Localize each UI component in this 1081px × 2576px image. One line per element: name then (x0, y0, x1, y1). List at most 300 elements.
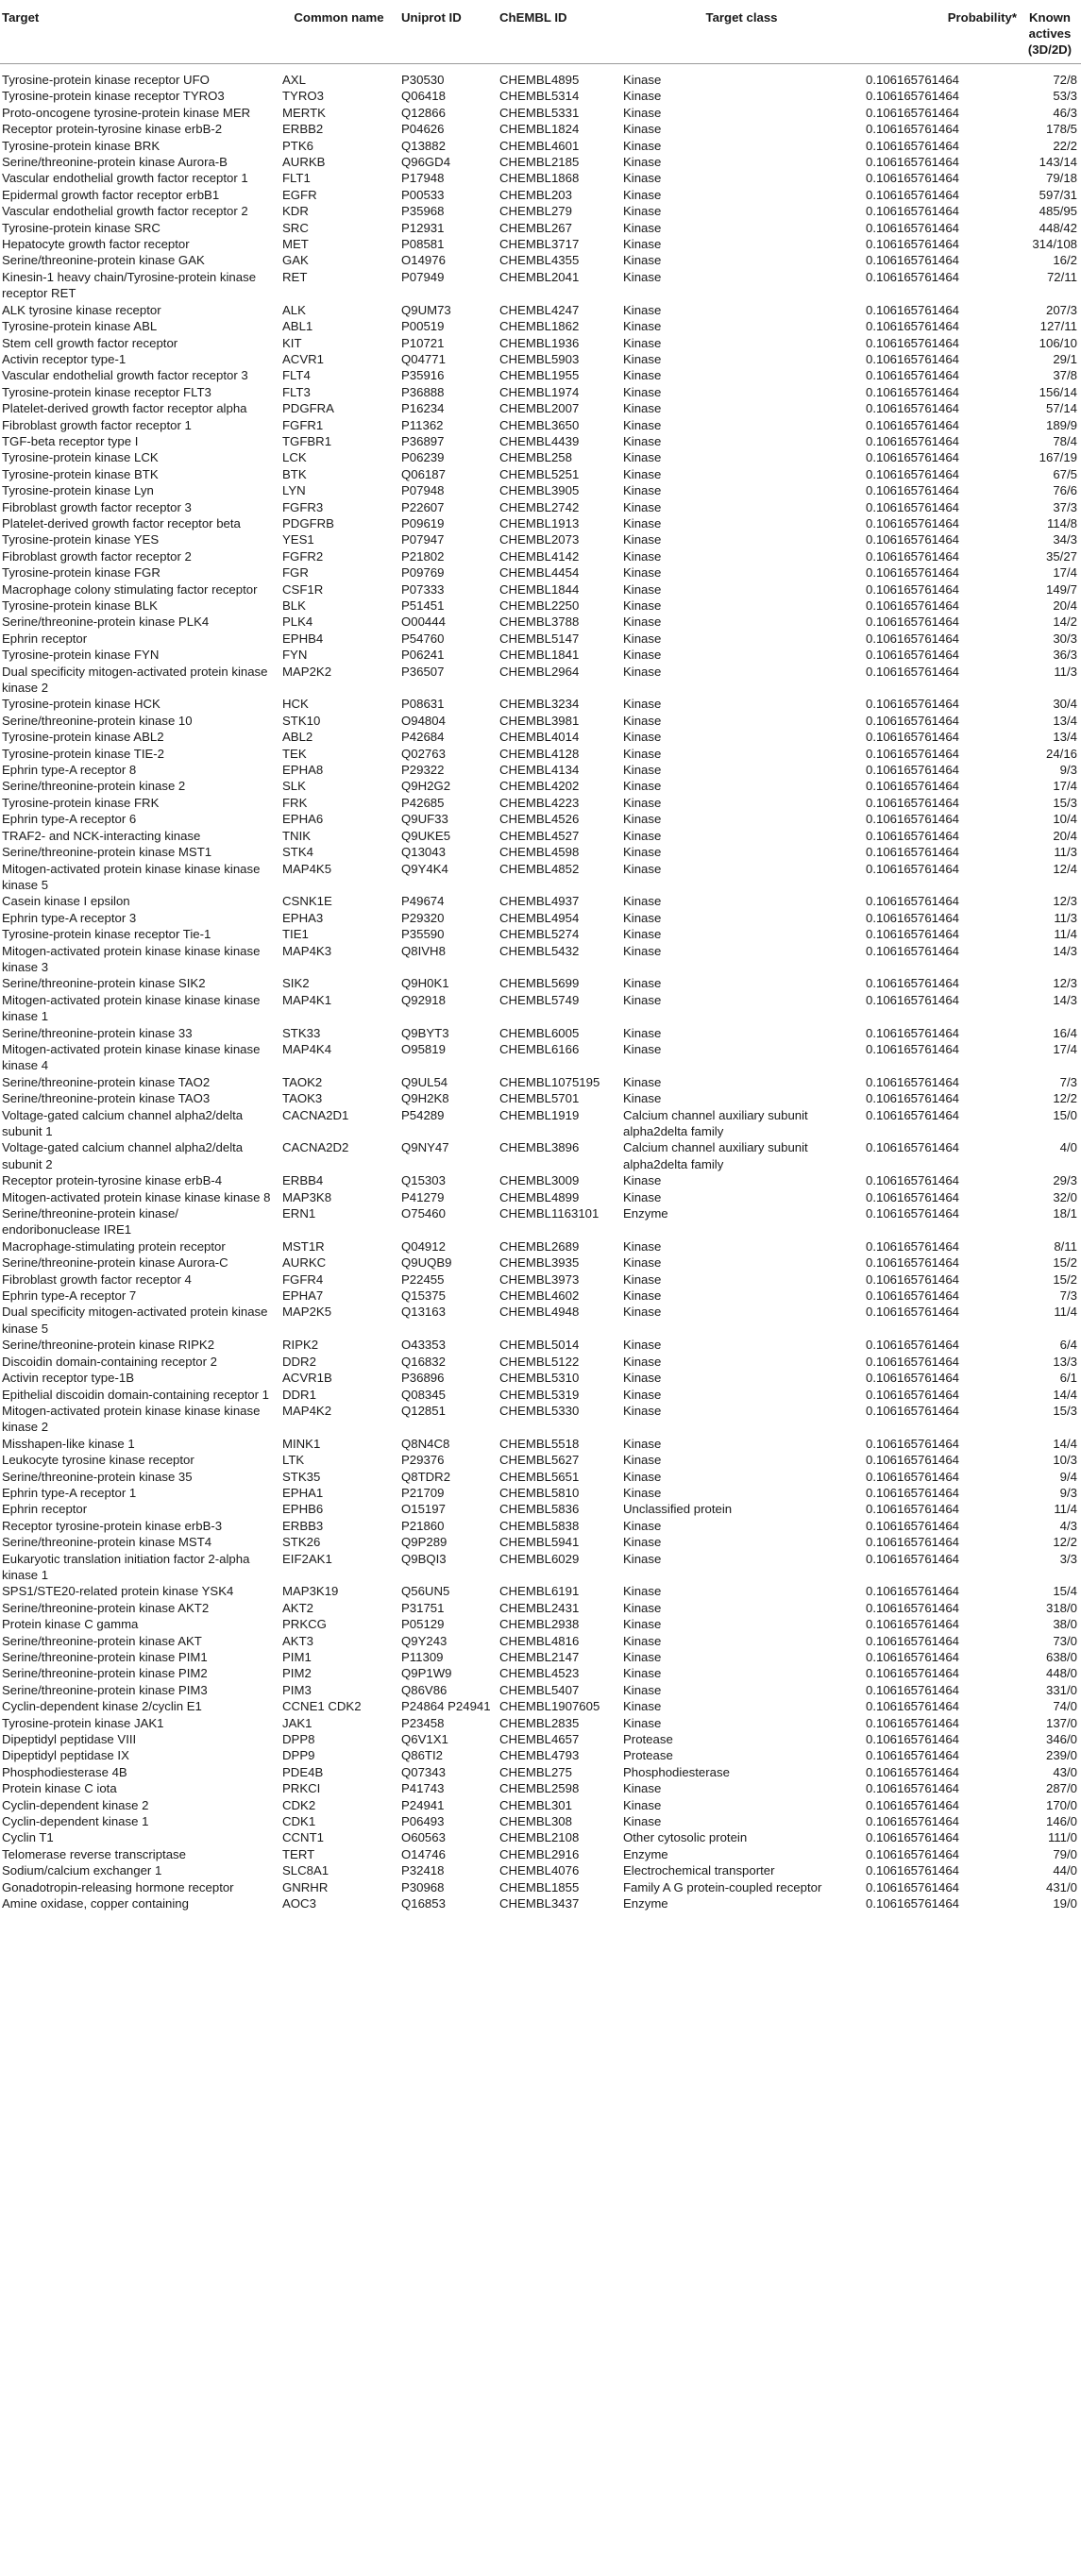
chembl-id-cell: CHEMBL5836 (499, 1502, 580, 1517)
probability-cell: 0.106165761464 (866, 237, 960, 252)
uniprot-id-cell: Q16853 (401, 1896, 446, 1911)
probability-cell: 0.106165761464 (866, 450, 960, 465)
chembl-id-cell: CHEMBL2964 (499, 664, 580, 679)
target-class-cell: Kinase (623, 1255, 662, 1271)
target-class-cell: Protease (623, 1732, 673, 1747)
table-row (0, 367, 1081, 383)
probability-cell: 0.106165761464 (866, 992, 960, 1007)
header-common-name: Common name (280, 0, 399, 64)
known-actives-cell: 72/8 (1053, 73, 1077, 87)
common-name-cell: ALK (282, 302, 306, 317)
target-class-cell: Kinase (623, 1436, 662, 1451)
uniprot-id-cell: Q92918 (401, 992, 446, 1007)
uniprot-id-cell: P06241 (401, 648, 445, 663)
table-row (0, 1485, 1081, 1501)
uniprot-id-cell: P29322 (401, 763, 445, 778)
table-row (0, 1846, 1081, 1862)
chembl-id-cell: CHEMBL1919 (499, 1107, 580, 1122)
probability-cell: 0.106165761464 (866, 1650, 960, 1664)
chembl-id-cell: CHEMBL4527 (499, 828, 580, 843)
table-row (0, 351, 1081, 367)
target-name-cell: Tyrosine-protein kinase receptor TYRO3 (2, 89, 225, 104)
table-row (0, 1633, 1081, 1649)
chembl-id-cell: CHEMBL5701 (499, 1091, 580, 1106)
target-name-cell: Tyrosine-protein kinase FGR (2, 565, 160, 581)
uniprot-id-cell: P21709 (401, 1485, 445, 1500)
chembl-id-cell: CHEMBL1955 (499, 368, 580, 383)
table-row (0, 318, 1081, 334)
uniprot-id-cell: P49674 (401, 894, 445, 909)
target-name-cell: Serine/threonine-protein kinase SIK2 (2, 976, 206, 991)
table-row (0, 762, 1081, 778)
uniprot-id-cell: Q06187 (401, 466, 446, 481)
table-row (0, 647, 1081, 663)
known-actives-cell: 12/3 (1053, 976, 1077, 991)
common-name-cell: EPHA6 (282, 812, 324, 827)
probability-cell: 0.106165761464 (866, 943, 960, 958)
common-name-cell: LYN (282, 483, 306, 498)
common-name-cell: MAP4K3 (282, 943, 332, 958)
target-name-cell: TRAF2- and NCK-interacting kinase (2, 828, 201, 843)
table-row (0, 449, 1081, 465)
target-name-cell: Tyrosine-protein kinase LCK (2, 450, 159, 465)
table-row (0, 335, 1081, 351)
known-actives-cell: 24/16 (1045, 746, 1077, 761)
common-name-cell: PTK6 (282, 138, 313, 153)
probability-cell: 0.106165761464 (866, 894, 960, 909)
target-class-cell: Kinase (623, 615, 662, 630)
uniprot-id-cell: Q12866 (401, 105, 446, 120)
target-class-cell: Kinase (623, 368, 662, 383)
common-name-cell: TEK (282, 746, 307, 761)
known-actives-cell: 15/4 (1053, 1584, 1077, 1599)
common-name-cell: STK10 (282, 713, 321, 728)
known-actives-cell: 11/4 (1054, 1502, 1077, 1517)
target-name-cell: Serine/threonine-protein kinase 10 (2, 713, 193, 728)
common-name-cell: KDR (282, 204, 309, 219)
common-name-cell: TGFBR1 (282, 433, 332, 448)
probability-cell: 0.106165761464 (866, 499, 960, 514)
target-class-cell: Kinase (623, 565, 662, 581)
target-class-cell: Kinase (623, 187, 662, 202)
target-class-cell: Kinase (623, 1025, 662, 1040)
chembl-id-cell: CHEMBL5903 (499, 351, 580, 366)
target-name-cell: Macrophage colony stimulating factor receptor (2, 581, 258, 597)
target-class-cell: Kinase (623, 1535, 662, 1550)
target-name-cell: Epidermal growth factor receptor erbB1 (2, 187, 220, 202)
common-name-cell: ACVR1 (282, 351, 324, 366)
chembl-id-cell: CHEMBL308 (499, 1814, 572, 1829)
known-actives-cell: 346/0 (1045, 1732, 1077, 1747)
table-row (0, 598, 1081, 614)
uniprot-id-cell: O14976 (401, 253, 446, 268)
known-actives-cell: 431/0 (1045, 1879, 1077, 1894)
target-name-cell: Serine/threonine-protein kinase GAK (2, 253, 205, 268)
table-row (0, 778, 1081, 794)
target-name-cell: Mitogen-activated protein kinase kinase kinase 8 (2, 1189, 271, 1204)
target-name-cell: Serine/threonine-protein kinase PIM3 (2, 1682, 208, 1697)
probability-cell: 0.106165761464 (866, 1206, 960, 1221)
table-row (0, 1501, 1081, 1517)
common-name-cell: EPHB4 (282, 631, 324, 646)
table-row (0, 1288, 1081, 1304)
chembl-id-cell: CHEMBL4355 (499, 253, 580, 268)
uniprot-id-cell: Q9UKE5 (401, 828, 451, 843)
common-name-cell: TYRO3 (282, 89, 324, 104)
target-name-cell: Tyrosine-protein kinase HCK (2, 697, 160, 712)
table-row (0, 1600, 1081, 1616)
uniprot-id-cell: Q9NY47 (401, 1140, 449, 1155)
chembl-id-cell: CHEMBL3437 (499, 1896, 580, 1911)
target-class-cell: Kinase (623, 1387, 662, 1402)
common-name-cell: CDK1 (282, 1814, 316, 1829)
chembl-id-cell: CHEMBL4523 (499, 1666, 580, 1681)
target-class-cell: Kinase (623, 1041, 662, 1056)
known-actives-cell: 314/108 (1032, 237, 1077, 252)
common-name-cell: CSNK1E (282, 894, 332, 909)
uniprot-id-cell: Q07343 (401, 1764, 446, 1779)
target-class-cell: Kinase (623, 812, 662, 827)
probability-cell: 0.106165761464 (866, 269, 960, 284)
probability-cell: 0.106165761464 (866, 515, 960, 530)
probability-cell: 0.106165761464 (866, 384, 960, 399)
header-uniprot-id: Uniprot ID (399, 0, 498, 64)
target-name-cell: Tyrosine-protein kinase BLK (2, 598, 158, 613)
probability-cell: 0.106165761464 (866, 1371, 960, 1386)
target-class-cell: Kinase (623, 138, 662, 153)
chembl-id-cell: CHEMBL2007 (499, 401, 580, 416)
common-name-cell: STK26 (282, 1535, 321, 1550)
table-row (0, 926, 1081, 942)
known-actives-cell: 8/11 (1054, 1238, 1077, 1254)
known-actives-cell: 13/4 (1053, 713, 1077, 728)
table-row (0, 1452, 1081, 1468)
chembl-id-cell: CHEMBL4202 (499, 779, 580, 794)
chembl-id-cell: CHEMBL3788 (499, 615, 580, 630)
table-row (0, 1829, 1081, 1845)
probability-cell: 0.106165761464 (866, 1551, 960, 1566)
known-actives-cell: 331/0 (1045, 1682, 1077, 1697)
uniprot-id-cell: P41743 (401, 1781, 445, 1796)
probability-cell: 0.106165761464 (866, 204, 960, 219)
table-row (0, 466, 1081, 482)
target-name-cell: Tyrosine-protein kinase FYN (2, 648, 160, 663)
target-class-cell: Kinase (623, 351, 662, 366)
target-class-cell: Kinase (623, 697, 662, 712)
target-class-cell: Kinase (623, 515, 662, 530)
known-actives-cell: 13/3 (1053, 1354, 1077, 1369)
common-name-cell: EPHA8 (282, 763, 324, 778)
uniprot-id-cell: P41279 (401, 1189, 445, 1204)
uniprot-id-cell: Q9Y243 (401, 1633, 448, 1648)
target-class-cell: Kinase (623, 122, 662, 137)
header-target-class: Target class (621, 0, 864, 64)
uniprot-id-cell: P00533 (401, 187, 445, 202)
uniprot-id-cell: O14746 (401, 1846, 446, 1861)
known-actives-cell: 18/1 (1053, 1206, 1077, 1221)
uniprot-id-cell: Q96GD4 (401, 155, 451, 170)
chembl-id-cell: CHEMBL2835 (499, 1715, 580, 1730)
known-actives-cell: 15/3 (1053, 795, 1077, 810)
chembl-id-cell: CHEMBL5330 (499, 1403, 580, 1418)
probability-cell: 0.106165761464 (866, 368, 960, 383)
probability-cell: 0.106165761464 (866, 1715, 960, 1730)
common-name-cell: AURKB (282, 155, 326, 170)
table-row (0, 154, 1081, 170)
common-name-cell: STK35 (282, 1469, 321, 1484)
target-name-cell: Dual specificity mitogen-activated protein kinase kinase 2 (2, 664, 268, 696)
target-class-cell: Kinase (623, 73, 662, 87)
known-actives-cell: 10/4 (1053, 812, 1077, 827)
table-row (0, 1649, 1081, 1665)
table-row (0, 1403, 1081, 1436)
known-actives-cell: 189/9 (1045, 417, 1077, 432)
target-name-cell: Cyclin-dependent kinase 2 (2, 1797, 149, 1812)
target-class-cell: Kinase (623, 302, 662, 317)
target-name-cell: Serine/threonine-protein kinase PIM2 (2, 1666, 208, 1681)
known-actives-cell: 4/3 (1059, 1518, 1077, 1533)
common-name-cell: STK33 (282, 1025, 321, 1040)
common-name-cell: DPP9 (282, 1748, 315, 1763)
known-actives-cell: 127/11 (1039, 319, 1077, 334)
probability-cell: 0.106165761464 (866, 1436, 960, 1451)
table-row (0, 515, 1081, 531)
probability-cell: 0.106165761464 (866, 1518, 960, 1533)
known-actives-cell: 15/3 (1053, 1403, 1077, 1418)
probability-cell: 0.106165761464 (866, 1535, 960, 1550)
target-class-cell: Enzyme (623, 1206, 668, 1221)
table-row (0, 1518, 1081, 1534)
probability-cell: 0.106165761464 (866, 1338, 960, 1353)
chembl-id-cell: CHEMBL4439 (499, 433, 580, 448)
chembl-id-cell: CHEMBL1862 (499, 319, 580, 334)
table-row (0, 1469, 1081, 1485)
chembl-id-cell: CHEMBL279 (499, 204, 572, 219)
target-class-cell: Kinase (623, 861, 662, 876)
table-row (0, 1895, 1081, 1911)
target-name-cell: Macrophage-stimulating protein receptor (2, 1238, 226, 1254)
common-name-cell: AOC3 (282, 1896, 316, 1911)
known-actives-cell: 35/27 (1045, 548, 1077, 564)
target-name-cell: Gonadotropin-releasing hormone receptor (2, 1879, 234, 1894)
known-actives-cell: 14/3 (1053, 943, 1077, 958)
probability-cell: 0.106165761464 (866, 697, 960, 712)
table-row (0, 1304, 1081, 1337)
uniprot-id-cell: P21802 (401, 548, 445, 564)
uniprot-id-cell: O94804 (401, 713, 446, 728)
table-row (0, 1387, 1081, 1403)
target-class-cell: Other cytosolic protein (623, 1830, 748, 1845)
table-row (0, 531, 1081, 547)
common-name-cell: LTK (282, 1453, 305, 1468)
target-class-cell: Kinase (623, 1074, 662, 1089)
common-name-cell: FGFR2 (282, 548, 324, 564)
known-actives-cell: 207/3 (1045, 302, 1077, 317)
target-class-cell: Kinase (623, 1371, 662, 1386)
table-row (0, 844, 1081, 860)
target-name-cell: Serine/threonine-protein kinase TAO3 (2, 1091, 211, 1106)
target-class-cell: Kinase (623, 598, 662, 613)
uniprot-id-cell: Q9UF33 (401, 812, 448, 827)
known-actives-cell: 37/3 (1053, 499, 1077, 514)
common-name-cell: FGFR1 (282, 417, 324, 432)
known-actives-cell: 14/4 (1053, 1436, 1077, 1451)
known-actives-cell: 76/6 (1053, 483, 1077, 498)
common-name-cell: ABL2 (282, 730, 313, 745)
table-row (0, 1337, 1081, 1353)
uniprot-id-cell: P35916 (401, 368, 445, 383)
chembl-id-cell: CHEMBL5331 (499, 105, 580, 120)
common-name-cell: FRK (282, 795, 308, 810)
header-row (0, 0, 1081, 64)
probability-cell: 0.106165761464 (866, 220, 960, 235)
target-name-cell: Serine/threonine-protein kinase MST4 (2, 1535, 212, 1550)
target-name-cell: Cyclin T1 (2, 1830, 54, 1845)
known-actives-cell: 30/4 (1053, 697, 1077, 712)
common-name-cell: HCK (282, 697, 309, 712)
header-chembl-id: ChEMBL ID (498, 0, 621, 64)
known-actives-cell: 597/31 (1039, 187, 1077, 202)
table-row (0, 1254, 1081, 1271)
chembl-id-cell: CHEMBL5274 (499, 927, 580, 942)
chembl-id-cell: CHEMBL2742 (499, 499, 580, 514)
known-actives-cell: 6/4 (1059, 1338, 1077, 1353)
target-name-cell: Kinesin-1 heavy chain/Tyrosine-protein kinase receptor RET (2, 269, 257, 301)
uniprot-id-cell: P22607 (401, 499, 445, 514)
uniprot-id-cell: P17948 (401, 171, 445, 186)
table-row (0, 992, 1081, 1025)
common-name-cell: MERTK (282, 105, 326, 120)
target-class-cell: Kinase (623, 943, 662, 958)
common-name-cell: ERBB3 (282, 1518, 324, 1533)
uniprot-id-cell: P11362 (401, 417, 444, 432)
common-name-cell: MAP4K4 (282, 1041, 332, 1056)
target-name-cell: Serine/threonine-protein kinase MST1 (2, 845, 212, 860)
target-class-cell: Kinase (623, 384, 662, 399)
uniprot-id-cell: O43353 (401, 1338, 446, 1353)
target-class-cell: Kinase (623, 1699, 662, 1714)
common-name-cell: SLK (282, 779, 306, 794)
target-class-cell: Kinase (623, 1173, 662, 1188)
chembl-id-cell: CHEMBL4598 (499, 845, 580, 860)
target-name-cell: Ephrin type-A receptor 3 (2, 910, 137, 925)
uniprot-id-cell: Q9H0K1 (401, 976, 449, 991)
known-actives-cell: 73/0 (1053, 1633, 1077, 1648)
uniprot-id-cell: P00519 (401, 319, 445, 334)
chembl-id-cell: CHEMBL4657 (499, 1732, 580, 1747)
uniprot-id-cell: Q9UL54 (401, 1074, 448, 1089)
target-name-cell: Activin receptor type-1 (2, 351, 127, 366)
known-actives-cell: 72/11 (1046, 269, 1077, 284)
common-name-cell: PIM1 (282, 1650, 312, 1664)
probability-cell: 0.106165761464 (866, 631, 960, 646)
common-name-cell: EIF2AK1 (282, 1551, 332, 1566)
chembl-id-cell: CHEMBL3234 (499, 697, 580, 712)
uniprot-id-cell: Q6V1X1 (401, 1732, 448, 1747)
target-class-cell: Phosphodiesterase (623, 1764, 730, 1779)
known-actives-cell: 17/4 (1053, 565, 1077, 581)
target-name-cell: Voltage-gated calcium channel alpha2/delta subunit 2 (2, 1140, 244, 1171)
chembl-id-cell: CHEMBL4852 (499, 861, 580, 876)
probability-cell: 0.106165761464 (866, 1797, 960, 1812)
uniprot-id-cell: P30530 (401, 73, 445, 87)
table-row (0, 548, 1081, 564)
probability-cell: 0.106165761464 (866, 1041, 960, 1056)
target-class-cell: Kinase (623, 1682, 662, 1697)
probability-cell: 0.106165761464 (866, 417, 960, 432)
known-actives-cell: 9/4 (1059, 1469, 1077, 1484)
table-row (0, 1862, 1081, 1878)
known-actives-cell: 74/0 (1053, 1699, 1077, 1714)
uniprot-id-cell: Q9Y4K4 (401, 861, 448, 876)
known-actives-cell: 78/4 (1053, 433, 1077, 448)
uniprot-id-cell: Q9P289 (401, 1535, 448, 1550)
probability-cell: 0.106165761464 (866, 1354, 960, 1369)
known-actives-cell: 12/2 (1053, 1091, 1077, 1106)
table-row (0, 482, 1081, 498)
known-actives-cell: 12/3 (1053, 894, 1077, 909)
target-class-cell: Kinase (623, 1305, 662, 1320)
target-class-cell: Kinase (623, 466, 662, 481)
known-actives-cell: 43/0 (1053, 1764, 1077, 1779)
probability-cell: 0.106165761464 (866, 1403, 960, 1418)
known-actives-cell: 44/0 (1053, 1863, 1077, 1878)
chembl-id-cell: CHEMBL2431 (499, 1600, 580, 1615)
target-name-cell: Fibroblast growth factor receptor 4 (2, 1271, 192, 1287)
common-name-cell: ACVR1B (282, 1371, 332, 1386)
target-class-cell: Protease (623, 1748, 673, 1763)
target-class-cell: Kinase (623, 992, 662, 1007)
target-name-cell: Mitogen-activated protein kinase kinase kinase kinase 3 (2, 943, 261, 974)
known-actives-cell: 16/2 (1053, 253, 1077, 268)
uniprot-id-cell: Q9UQB9 (401, 1255, 452, 1271)
common-name-cell: PDGFRA (282, 401, 334, 416)
target-name-cell: Serine/threonine-protein kinase 33 (2, 1025, 193, 1040)
target-class-cell: Kinase (623, 1485, 662, 1500)
known-actives-cell: 16/4 (1053, 1025, 1077, 1040)
table-row (0, 417, 1081, 433)
target-name-cell: Protein kinase C iota (2, 1781, 117, 1796)
known-actives-cell: 143/14 (1039, 155, 1077, 170)
target-class-cell: Kinase (623, 1617, 662, 1632)
probability-cell: 0.106165761464 (866, 648, 960, 663)
table-row (0, 1665, 1081, 1681)
probability-cell: 0.106165761464 (866, 615, 960, 630)
chembl-id-cell: CHEMBL6005 (499, 1025, 580, 1040)
chembl-id-cell: CHEMBL1936 (499, 335, 580, 350)
common-name-cell: CCNT1 (282, 1830, 324, 1845)
target-name-cell: Serine/threonine-protein kinase Aurora-B (2, 155, 228, 170)
common-name-cell: CACNA2D2 (282, 1140, 349, 1155)
target-class-cell: Kinase (623, 204, 662, 219)
target-name-cell: Platelet-derived growth factor receptor beta (2, 515, 241, 530)
table-row (0, 1764, 1081, 1780)
known-actives-cell: 36/3 (1053, 648, 1077, 663)
target-class-cell: Kinase (623, 1715, 662, 1730)
target-name-cell: Mitogen-activated protein kinase kinase kinase kinase 4 (2, 1041, 261, 1073)
target-class-cell: Kinase (623, 1797, 662, 1812)
chembl-id-cell: CHEMBL4247 (499, 302, 580, 317)
probability-cell: 0.106165761464 (866, 319, 960, 334)
chembl-id-cell: CHEMBL5310 (499, 1371, 580, 1386)
target-name-cell: Tyrosine-protein kinase BRK (2, 138, 160, 153)
target-class-cell: Kinase (623, 237, 662, 252)
uniprot-id-cell: P24941 (401, 1797, 445, 1812)
probability-cell: 0.106165761464 (866, 779, 960, 794)
chembl-id-cell: CHEMBL5810 (499, 1485, 580, 1500)
target-name-cell: Voltage-gated calcium channel alpha2/delta subunit 1 (2, 1107, 244, 1138)
known-actives-cell: 11/3 (1054, 845, 1077, 860)
